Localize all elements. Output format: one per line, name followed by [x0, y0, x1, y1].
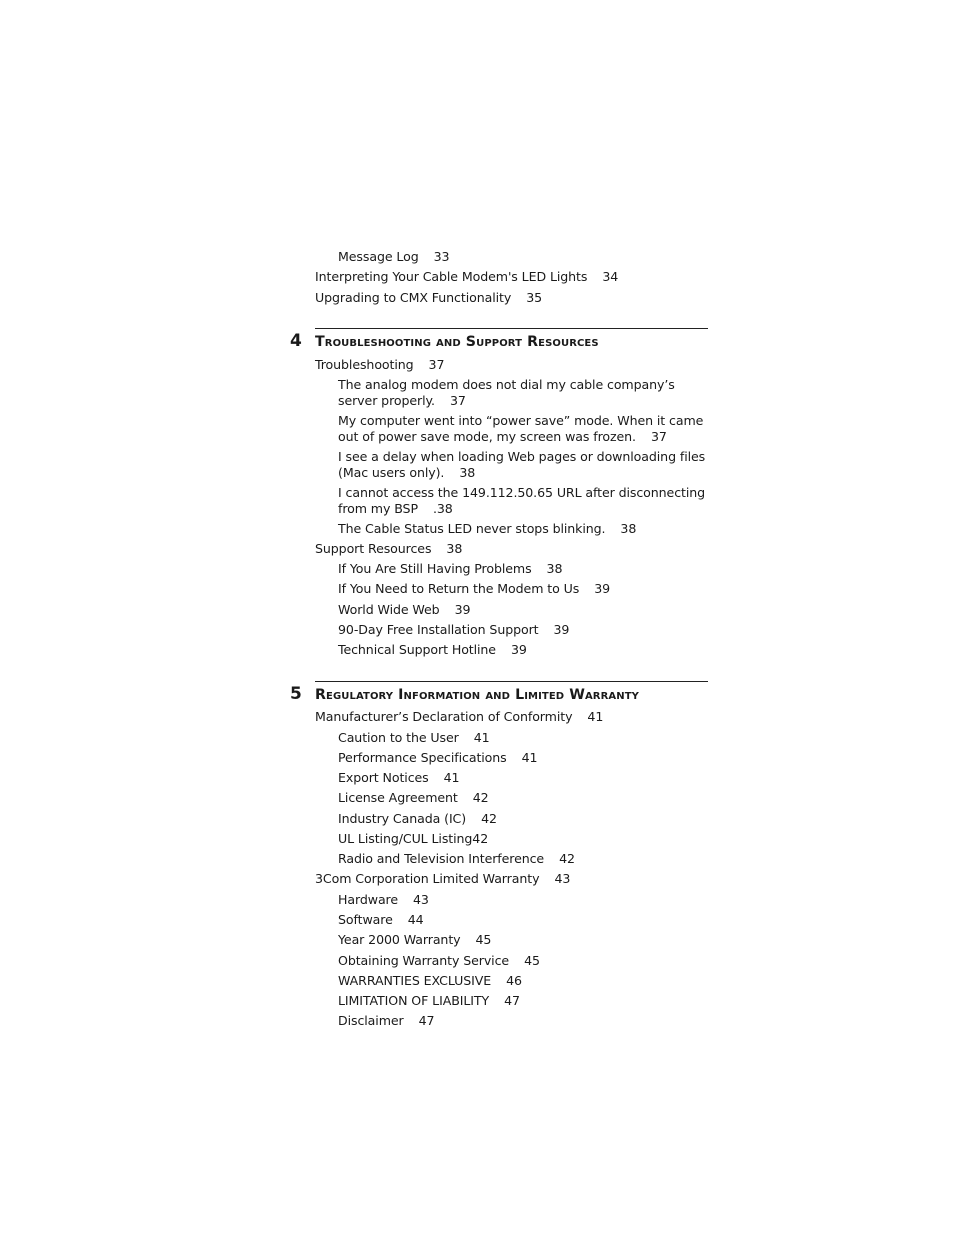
- toc-entry[interactable]: [338, 811, 497, 827]
- toc-entry-label: 90-Day Free Installation Support: [338, 622, 539, 637]
- toc-entry[interactable]: [338, 602, 470, 618]
- toc-entry[interactable]: [338, 581, 610, 597]
- toc-entry-page: 43: [554, 871, 571, 886]
- toc-entry[interactable]: [338, 642, 527, 658]
- toc-entry[interactable]: [338, 377, 710, 409]
- toc-entry-label: Manufacturer’s Declaration of Conformity: [315, 709, 573, 724]
- toc-entry-label: I see a delay when loading Web pages or downloading files (Mac users only).: [338, 449, 706, 480]
- toc-entry[interactable]: [338, 912, 424, 928]
- toc-entry-page: 38: [459, 465, 476, 480]
- toc-entry-label: Troubleshooting: [315, 357, 414, 372]
- toc-entry-label: I cannot access the 149.112.50.65 URL after disconnecting from my BSP: [338, 485, 706, 516]
- toc-entry-label: Support Resources: [315, 541, 432, 556]
- toc-entry-label: If You Need to Return the Modem to Us: [338, 581, 580, 596]
- toc-entry-page: 44: [407, 912, 424, 927]
- toc-entry-label: 3Com Corporation Limited Warranty: [315, 871, 540, 886]
- toc-entry-label: Radio and Television Interference: [338, 851, 545, 866]
- toc-entry-page: 33: [433, 249, 450, 264]
- toc-entry-label: Interpreting Your Cable Modem's LED Lights: [315, 269, 588, 284]
- toc-entry-page: 47: [504, 993, 520, 1008]
- toc-entry-label: Caution to the User: [338, 730, 459, 745]
- toc-entry[interactable]: [338, 485, 710, 517]
- toc-entry-page: 41: [443, 770, 460, 785]
- chapter-rule: [315, 328, 708, 329]
- toc-entry[interactable]: [338, 932, 491, 948]
- toc-entry-page: 47: [418, 1013, 435, 1028]
- toc-entry[interactable]: [338, 831, 488, 847]
- toc-entry-label: My computer went into “power save” mode. When it came out of power save mode, my screen was frozen.: [338, 413, 704, 444]
- toc-entry-label: Software: [338, 912, 393, 927]
- toc-entry-page: 41: [521, 750, 538, 765]
- toc-entry-label: Export Notices: [338, 770, 429, 785]
- toc-entry-label: Year 2000 Warranty: [338, 932, 461, 947]
- toc-entry[interactable]: [338, 750, 537, 766]
- toc-entry-label: WARRANTIES EXCLUSIVE: [338, 973, 492, 988]
- toc-entry-page: 42: [559, 851, 575, 866]
- toc-entry-label: Obtaining Warranty Service: [338, 953, 510, 968]
- toc-entry[interactable]: [315, 871, 570, 887]
- toc-entry[interactable]: [338, 449, 710, 481]
- toc-entry-label: The analog modem does not dial my cable company’s server properly.: [338, 377, 675, 408]
- toc-entry-page: 45: [524, 953, 540, 968]
- toc-entry-page: 45: [475, 932, 492, 947]
- chapter-number: 4: [290, 331, 302, 351]
- toc-entry[interactable]: [338, 770, 459, 786]
- toc-entry-page: 41: [587, 709, 604, 724]
- toc-entry-label: The Cable Status LED never stops blinking.: [338, 521, 606, 536]
- toc-entry[interactable]: [315, 357, 444, 373]
- chapter-title[interactable]: Troubleshooting and Support Resources: [315, 334, 599, 350]
- toc-entry-label: License Agreement: [338, 790, 458, 805]
- toc-entry[interactable]: [338, 521, 636, 537]
- toc-entry[interactable]: [338, 790, 489, 806]
- toc-entry[interactable]: [315, 541, 462, 557]
- toc-entry[interactable]: [338, 561, 562, 577]
- toc-entry-page: 38: [546, 561, 563, 576]
- toc-entry-label: Message Log: [338, 249, 419, 264]
- toc-entry[interactable]: [338, 1013, 434, 1029]
- toc-entry-label: Technical Support Hotline: [338, 642, 496, 657]
- toc-entry-label: Disclaimer: [338, 1013, 404, 1028]
- toc-entry-page: 37: [650, 429, 667, 444]
- toc-entry-label: Upgrading to CMX Functionality: [315, 290, 512, 305]
- chapter-rule: [315, 681, 708, 682]
- toc-entry-label: Hardware: [338, 892, 399, 907]
- chapter-title[interactable]: Regulatory Information and Limited Warranty: [315, 687, 639, 703]
- toc-entry-label: World Wide Web: [338, 602, 440, 617]
- toc-entry-page: 39: [594, 581, 611, 596]
- toc-entry-page: 39: [553, 622, 570, 637]
- toc-entry-page: 37: [449, 393, 466, 408]
- toc-entry-page: 43: [413, 892, 429, 907]
- toc-entry-page: 39: [510, 642, 527, 657]
- toc-entry-label: If You Are Still Having Problems: [338, 561, 532, 576]
- toc-entry-label: Industry Canada (IC): [338, 811, 467, 826]
- toc-entry[interactable]: [338, 993, 520, 1009]
- toc-entry-page: 46: [506, 973, 522, 988]
- toc-entry-label: UL Listing/CUL Listing: [338, 831, 473, 846]
- toc-entry-page: 35: [526, 290, 543, 305]
- toc-entry[interactable]: [338, 730, 490, 746]
- toc-entry-page: 42: [481, 811, 497, 826]
- toc-entry-page: 39: [454, 602, 471, 617]
- toc-entry-page: 38: [446, 541, 463, 556]
- toc-entry[interactable]: [315, 709, 603, 725]
- toc-entry-page: .38: [432, 501, 453, 516]
- toc-entry-page: 42: [472, 790, 489, 805]
- toc-entry-page: 42: [472, 831, 489, 846]
- toc-entry-page: 34: [602, 269, 619, 284]
- toc-entry[interactable]: [338, 973, 522, 989]
- toc-entry-page: 38: [620, 521, 637, 536]
- toc-entry[interactable]: [338, 622, 569, 638]
- toc-entry-label: LIMITATION OF LIABILITY: [338, 993, 490, 1008]
- toc-entry-page: 37: [428, 357, 445, 372]
- toc-entry[interactable]: [338, 413, 710, 445]
- toc-entry-page: 41: [473, 730, 490, 745]
- toc-entry-label: Performance Specifications: [338, 750, 507, 765]
- toc-entry[interactable]: [338, 892, 429, 908]
- toc-entry[interactable]: [315, 269, 618, 285]
- toc-entry[interactable]: [338, 851, 575, 867]
- toc-entry[interactable]: [338, 953, 540, 969]
- toc-entry[interactable]: [315, 290, 542, 306]
- toc-entry[interactable]: [338, 249, 449, 265]
- chapter-number: 5: [290, 684, 302, 704]
